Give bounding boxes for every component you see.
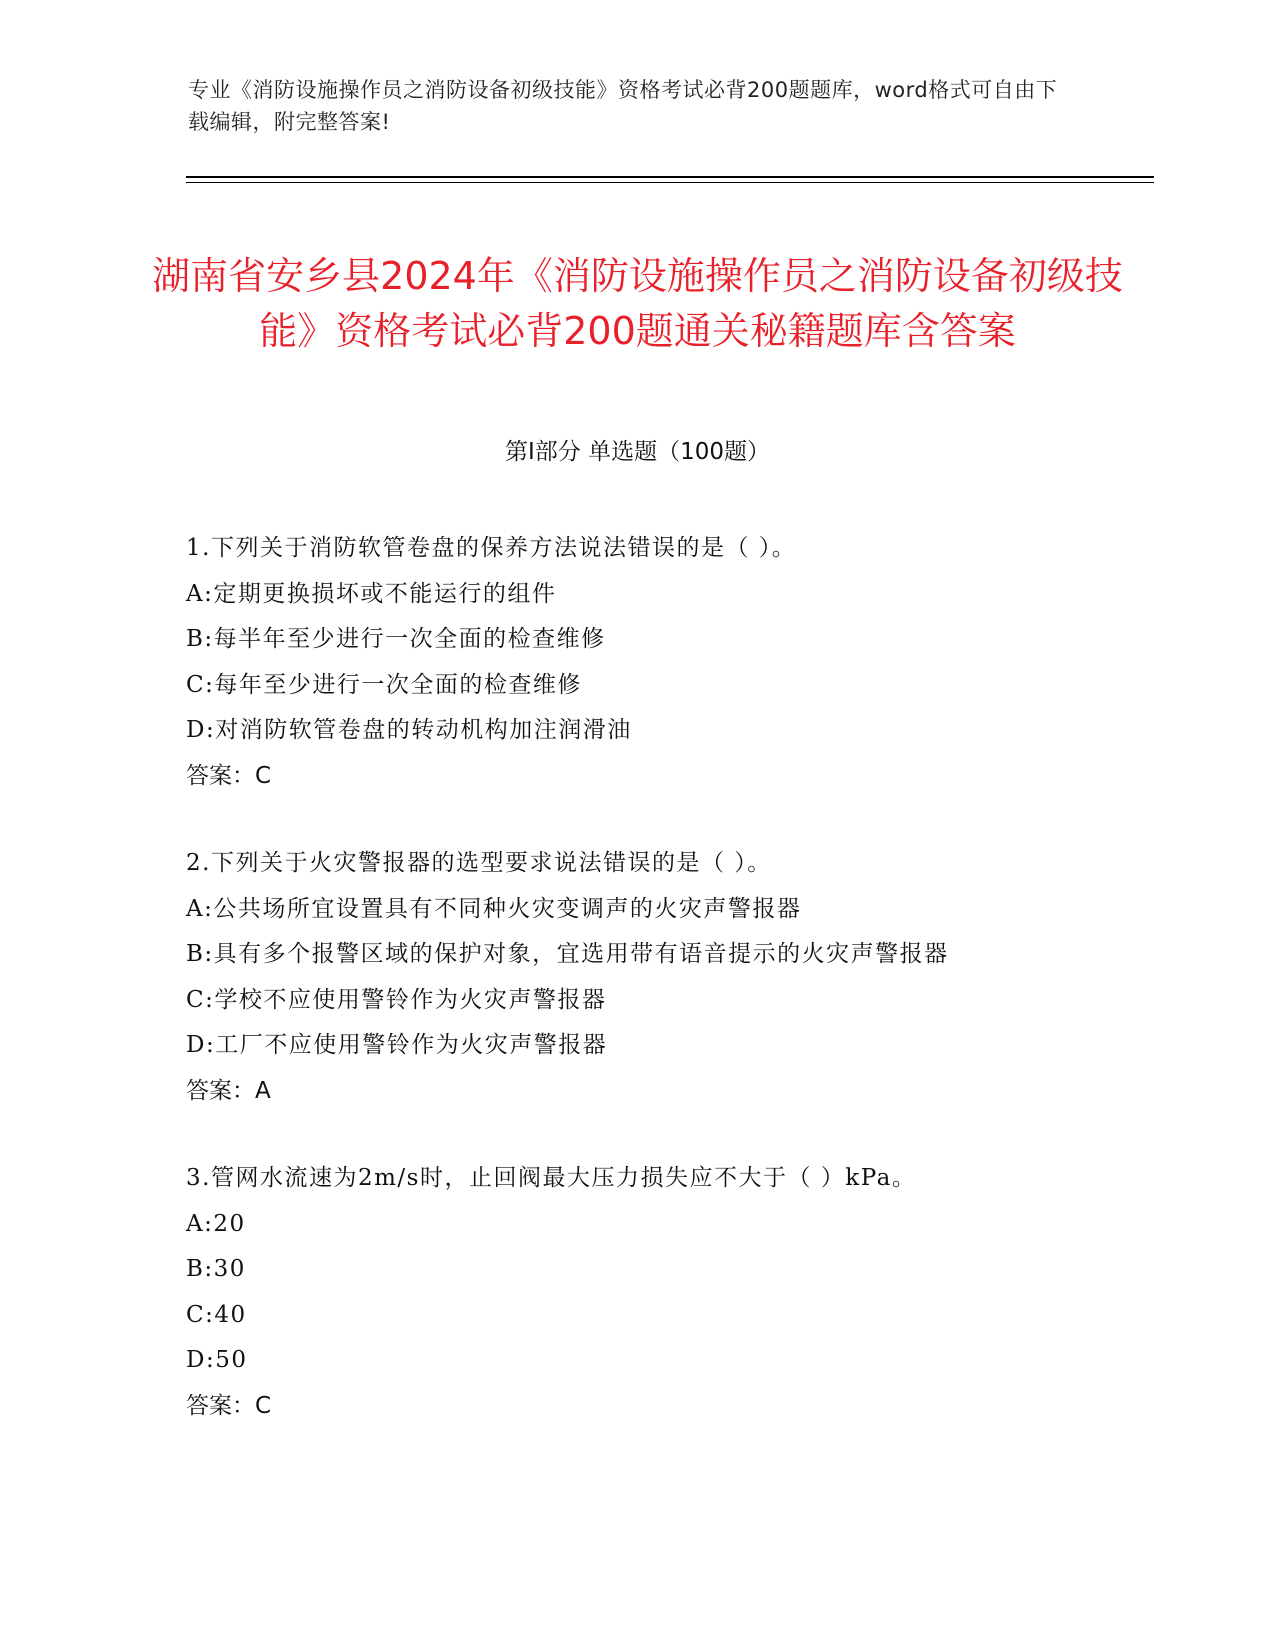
option-c: C:40 xyxy=(186,1301,247,1328)
option-a: A:公共场所宜设置具有不同种火灾变调声的火灾声警报器 xyxy=(186,895,802,922)
header-divider-thick xyxy=(186,176,1154,178)
option-b: B:30 xyxy=(186,1256,246,1282)
option-c: C:每年至少进行一次全面的检查维修 xyxy=(186,671,582,698)
question-stem: 1.下列关于消防软管卷盘的保养方法说法错误的是（ ）。 xyxy=(186,535,797,561)
option-d: D:工厂不应使用警铃作为火灾声警报器 xyxy=(186,1032,608,1058)
answer: 答案：A xyxy=(186,1077,271,1104)
question-list xyxy=(186,526,1086,1471)
question-stem: 3.管网水流速为2m/s时，止回阀最大压力损失应不大于（ ）kPa。 xyxy=(186,1165,917,1191)
option-c: C:学校不应使用警铃作为火灾声警报器 xyxy=(186,986,607,1013)
option-a: A:定期更换损坏或不能运行的组件 xyxy=(186,580,557,607)
question-stem: 2.下列关于火灾警报器的选型要求说法错误的是（ ）。 xyxy=(186,850,772,876)
option-a: A:20 xyxy=(186,1210,246,1237)
header-note: 专业《消防设施操作员之消防设备初级技能》资格考试必背200题题库，word格式可自由下载编辑，附完整答案! xyxy=(188,78,1058,134)
option-b: B:每半年至少进行一次全面的检查维修 xyxy=(186,626,606,652)
question-3 xyxy=(186,1156,1086,1429)
option-b: B:具有多个报警区域的保护对象，宜选用带有语音提示的火灾声警报器 xyxy=(186,941,949,967)
option-d: D:对消防软管卷盘的转动机构加注润滑油 xyxy=(186,717,632,743)
header-divider-thin xyxy=(186,182,1154,183)
question-2 xyxy=(186,841,1086,1114)
option-d: D:50 xyxy=(186,1347,248,1373)
section-heading: 第Ⅰ部分 单选题（100题） xyxy=(505,439,770,465)
answer: 答案：C xyxy=(186,1392,272,1419)
question-1 xyxy=(186,526,1086,799)
answer: 答案：C xyxy=(186,762,272,789)
document-title: 湖南省安乡县2024年《消防设施操作员之消防设备初级技能》资格考试必背200题通关秘籍题库含答案 xyxy=(152,254,1123,354)
